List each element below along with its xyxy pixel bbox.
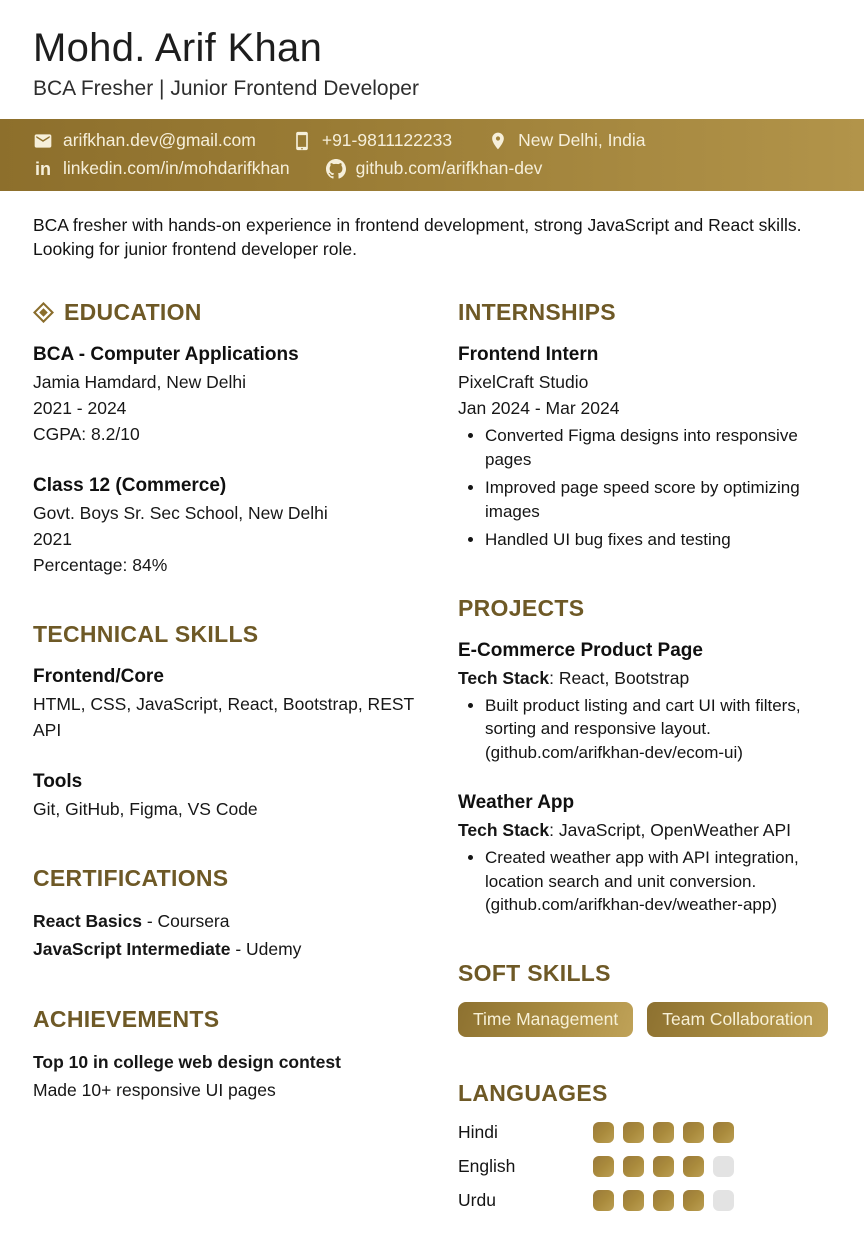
languages-heading bbox=[458, 1079, 831, 1107]
soft-skills-title: SOFT SKILLS bbox=[458, 959, 611, 986]
person-title: BCA Fresher | Junior Frontend Developer bbox=[33, 77, 419, 100]
certification-item bbox=[33, 935, 425, 963]
section-languages bbox=[458, 1079, 831, 1211]
project-item bbox=[458, 789, 831, 917]
internship-bullets bbox=[458, 424, 831, 552]
resume-header bbox=[0, 0, 864, 119]
language-level-square bbox=[653, 1122, 674, 1143]
projects-heading bbox=[458, 594, 831, 622]
resume-body bbox=[0, 261, 864, 1253]
certification-provider: - Udemy bbox=[230, 939, 302, 959]
soft-skills-heading bbox=[458, 959, 831, 987]
left-column bbox=[33, 298, 425, 1253]
language-level-square bbox=[593, 1122, 614, 1143]
project-bullets bbox=[458, 694, 831, 765]
language-name: Urdu bbox=[458, 1189, 496, 1210]
language-level-square bbox=[653, 1156, 674, 1177]
section-certifications bbox=[33, 864, 425, 963]
achievements-heading bbox=[33, 1005, 425, 1033]
soft-skill-badge: Time Management bbox=[458, 1002, 633, 1037]
skill-group-name: Tools bbox=[33, 771, 83, 792]
degree-name: BCA - Computer Applications bbox=[33, 344, 299, 365]
stack-value: : React, Bootstrap bbox=[549, 667, 690, 688]
section-projects bbox=[458, 594, 831, 917]
section-internships bbox=[458, 298, 831, 552]
technical-skills-heading bbox=[33, 620, 425, 648]
soft-skill-pills bbox=[458, 1002, 831, 1037]
project-stack bbox=[458, 817, 831, 843]
contact-github bbox=[326, 158, 543, 179]
language-level-square bbox=[713, 1122, 734, 1143]
soft-skill-badge: Team Collaboration bbox=[647, 1002, 828, 1037]
language-level-square bbox=[623, 1156, 644, 1177]
certifications-heading bbox=[33, 864, 425, 892]
achievement-detail: Made 10+ responsive UI pages bbox=[33, 1080, 276, 1100]
languages-title: LANGUAGES bbox=[458, 1079, 608, 1106]
language-row bbox=[458, 1190, 831, 1211]
achievement-highlight: Top 10 in college web design contest bbox=[33, 1052, 341, 1072]
section-achievements bbox=[33, 1005, 425, 1104]
education-score: Percentage: 84% bbox=[33, 555, 168, 575]
language-level-square bbox=[713, 1190, 734, 1211]
stack-label: Tech Stack bbox=[458, 820, 550, 840]
language-level-square bbox=[593, 1156, 614, 1177]
contact-email-value: arifkhan.dev@gmail.com bbox=[63, 130, 256, 150]
internships-heading bbox=[458, 298, 831, 326]
person-name: Mohd. Arif Khan bbox=[33, 26, 323, 70]
certification-name: JavaScript Intermediate bbox=[33, 939, 231, 959]
contact-location bbox=[488, 130, 645, 151]
map-pin-icon bbox=[488, 131, 508, 151]
education-title: EDUCATION bbox=[64, 299, 202, 325]
project-bullet: • Created weather app with API integration, location search and unit conversion. (github.com/arifkhan-dev/weather-app) bbox=[485, 846, 831, 917]
technical-skills-title: TECHNICAL SKILLS bbox=[33, 621, 259, 647]
github-octocat-icon bbox=[326, 159, 346, 179]
skill-group-name: Frontend/Core bbox=[33, 666, 164, 687]
project-name: E-Commerce Product Page bbox=[458, 639, 703, 661]
education-years: 2021 - 2024 bbox=[33, 398, 127, 418]
internship-period: Jan 2024 - Mar 2024 bbox=[458, 398, 620, 418]
projects-title: PROJECTS bbox=[458, 594, 585, 621]
contact-row-2 bbox=[33, 158, 831, 179]
language-level-bar bbox=[593, 1190, 734, 1211]
stack-value: : JavaScript, OpenWeather API bbox=[549, 820, 791, 840]
education-score: CGPA: 8.2/10 bbox=[33, 424, 140, 444]
language-level-square bbox=[593, 1190, 614, 1211]
internship-role: Frontend Intern bbox=[458, 344, 599, 365]
internship-bullet: • Converted Figma designs into responsive pages bbox=[485, 424, 831, 471]
right-column bbox=[458, 298, 831, 1253]
internship-bullet: • Improved page speed score by optimizing images bbox=[485, 476, 831, 523]
contact-phone bbox=[292, 130, 452, 151]
contact-bar bbox=[0, 119, 864, 191]
achievements-title: ACHIEVEMENTS bbox=[33, 1006, 220, 1032]
internship-company: PixelCraft Studio bbox=[458, 372, 589, 392]
education-years: 2021 bbox=[33, 529, 72, 549]
contact-row-1 bbox=[33, 130, 831, 151]
language-level-square bbox=[713, 1156, 734, 1177]
section-technical-skills bbox=[33, 620, 425, 822]
school-name: Jamia Hamdard, New Delhi bbox=[33, 372, 246, 392]
language-level-bar bbox=[593, 1156, 734, 1177]
contact-linkedin-value: linkedin.com/in/mohdarifkhan bbox=[63, 158, 290, 178]
language-level-square bbox=[683, 1122, 704, 1143]
internships-title: INTERNSHIPS bbox=[458, 299, 616, 325]
language-level-square bbox=[623, 1122, 644, 1143]
contact-email bbox=[33, 130, 256, 151]
certifications-title: CERTIFICATIONS bbox=[33, 865, 229, 891]
summary-text: BCA fresher with hands-on experience in frontend development, strong JavaScript and React skills. Looking for junior frontend developer role. bbox=[33, 215, 802, 259]
envelope-icon bbox=[33, 131, 53, 151]
education-heading bbox=[33, 298, 425, 326]
language-level-square bbox=[653, 1190, 674, 1211]
school-name: Govt. Boys Sr. Sec School, New Delhi bbox=[33, 503, 328, 523]
certification-item bbox=[33, 907, 425, 935]
language-level-square bbox=[623, 1190, 644, 1211]
language-level-square bbox=[683, 1156, 704, 1177]
linkedin-icon: in bbox=[35, 158, 51, 179]
language-name: Hindi bbox=[458, 1121, 498, 1142]
contact-phone-value: +91-9811122233 bbox=[321, 130, 453, 150]
project-bullets bbox=[458, 846, 831, 917]
skill-group bbox=[33, 663, 425, 743]
project-item bbox=[458, 637, 831, 765]
language-row bbox=[458, 1156, 831, 1177]
diamond-icon bbox=[33, 302, 54, 323]
project-stack bbox=[458, 665, 831, 691]
language-level-bar bbox=[593, 1122, 734, 1143]
education-item bbox=[33, 472, 425, 578]
stack-label: Tech Stack bbox=[458, 667, 550, 688]
contact-linkedin bbox=[33, 158, 290, 179]
education-item bbox=[33, 341, 425, 447]
skill-group-list: HTML, CSS, JavaScript, React, Bootstrap, REST API bbox=[33, 694, 414, 740]
internship-item bbox=[458, 341, 831, 552]
project-bullet: • Built product listing and cart UI with filters, sorting and responsive layout. (github.com/arifkhan-dev/ecom-ui) bbox=[485, 694, 831, 765]
contact-github-value: github.com/arifkhan-dev bbox=[355, 158, 543, 178]
section-education bbox=[33, 298, 425, 578]
degree-name: Class 12 (Commerce) bbox=[33, 475, 227, 496]
section-soft-skills bbox=[458, 959, 831, 1037]
certification-name: React Basics bbox=[33, 911, 142, 931]
internship-bullet: • Handled UI bug fixes and testing bbox=[485, 528, 831, 552]
language-row bbox=[458, 1122, 831, 1143]
language-level-square bbox=[683, 1190, 704, 1211]
skill-group-list: Git, GitHub, Figma, VS Code bbox=[33, 799, 258, 819]
language-name: English bbox=[458, 1155, 516, 1176]
project-name: Weather App bbox=[458, 792, 575, 813]
contact-location-value: New Delhi, India bbox=[518, 130, 646, 150]
smartphone-icon bbox=[292, 131, 312, 151]
skill-group bbox=[33, 768, 425, 822]
certification-provider: - Coursera bbox=[141, 911, 230, 931]
